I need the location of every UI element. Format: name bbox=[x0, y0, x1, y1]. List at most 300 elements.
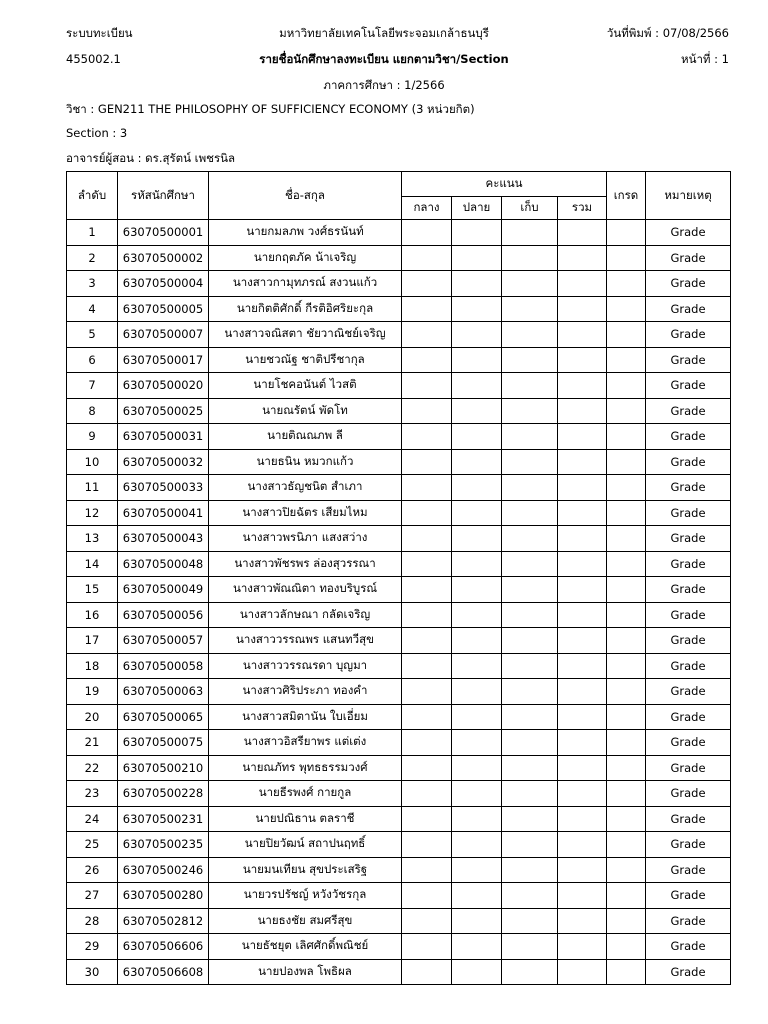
row-remark: Grade bbox=[646, 781, 731, 807]
row-student-id: 63070500020 bbox=[118, 373, 209, 399]
row-remark: Grade bbox=[646, 245, 731, 271]
row-final-score bbox=[452, 857, 502, 883]
row-remark: Grade bbox=[646, 296, 731, 322]
row-mid-score bbox=[402, 373, 452, 399]
row-student-id: 63070500031 bbox=[118, 424, 209, 450]
col-header-remark: หมายเหตุ bbox=[646, 172, 731, 220]
instructor-label: อาจารย์ผู้สอน : ดร.สุรัตน์ เพชรนิล bbox=[66, 151, 236, 165]
row-remark: Grade bbox=[646, 398, 731, 424]
row-grade bbox=[607, 628, 646, 654]
row-student-name: นายกมลภพ วงศ์ธรนันท์ bbox=[209, 220, 402, 246]
row-remark: Grade bbox=[646, 347, 731, 373]
row-grade bbox=[607, 347, 646, 373]
row-collect-score bbox=[502, 704, 558, 730]
row-collect-score bbox=[502, 449, 558, 475]
student-table bbox=[66, 171, 731, 985]
row-collect-score bbox=[502, 322, 558, 348]
row-grade bbox=[607, 398, 646, 424]
row-grade bbox=[607, 653, 646, 679]
row-remark: Grade bbox=[646, 857, 731, 883]
table-row bbox=[67, 475, 731, 501]
row-total-score bbox=[558, 883, 607, 909]
table-row bbox=[67, 883, 731, 909]
row-grade bbox=[607, 220, 646, 246]
row-total-score bbox=[558, 934, 607, 960]
row-no: 25 bbox=[67, 832, 118, 858]
row-remark: Grade bbox=[646, 806, 731, 832]
row-grade bbox=[607, 730, 646, 756]
row-remark: Grade bbox=[646, 220, 731, 246]
row-total-score bbox=[558, 526, 607, 552]
row-student-id: 63070500041 bbox=[118, 500, 209, 526]
row-no: 21 bbox=[67, 730, 118, 756]
row-grade bbox=[607, 934, 646, 960]
row-total-score bbox=[558, 755, 607, 781]
row-remark: Grade bbox=[646, 602, 731, 628]
row-mid-score bbox=[402, 475, 452, 501]
row-final-score bbox=[452, 730, 502, 756]
row-total-score bbox=[558, 653, 607, 679]
table-row bbox=[67, 347, 731, 373]
row-grade bbox=[607, 679, 646, 705]
col-header-student-id: รหัสนักศึกษา bbox=[118, 172, 209, 220]
table-row bbox=[67, 577, 731, 603]
row-total-score bbox=[558, 271, 607, 297]
row-collect-score bbox=[502, 781, 558, 807]
row-remark: Grade bbox=[646, 959, 731, 985]
row-remark: Grade bbox=[646, 373, 731, 399]
report-title: รายชื่อนักศึกษาลงทะเบียน แยกตามวิชา/Section bbox=[259, 52, 509, 66]
row-total-score bbox=[558, 373, 607, 399]
row-collect-score bbox=[502, 857, 558, 883]
row-student-name: นายวรปรัชญ์ หวังวัชรกุล bbox=[209, 883, 402, 909]
row-no: 22 bbox=[67, 755, 118, 781]
table-row bbox=[67, 832, 731, 858]
row-student-name: นายปิยวัฒน์ สถาปนฤทธิ์ bbox=[209, 832, 402, 858]
row-mid-score bbox=[402, 755, 452, 781]
row-collect-score bbox=[502, 806, 558, 832]
row-no: 27 bbox=[67, 883, 118, 909]
row-collect-score bbox=[502, 551, 558, 577]
table-row bbox=[67, 628, 731, 654]
row-collect-score bbox=[502, 730, 558, 756]
row-total-score bbox=[558, 322, 607, 348]
row-mid-score bbox=[402, 347, 452, 373]
row-student-name: นายติณณภพ ลี bbox=[209, 424, 402, 450]
row-mid-score bbox=[402, 271, 452, 297]
row-grade bbox=[607, 755, 646, 781]
row-mid-score bbox=[402, 322, 452, 348]
row-mid-score bbox=[402, 424, 452, 450]
table-row bbox=[67, 551, 731, 577]
row-final-score bbox=[452, 322, 502, 348]
row-remark: Grade bbox=[646, 883, 731, 909]
row-grade bbox=[607, 322, 646, 348]
system-name: ระบบทะเบียน bbox=[66, 26, 133, 40]
row-student-name: นายณภัทร พุทธธรรมวงศ์ bbox=[209, 755, 402, 781]
row-collect-score bbox=[502, 883, 558, 909]
row-no: 10 bbox=[67, 449, 118, 475]
row-final-score bbox=[452, 704, 502, 730]
row-student-name: นายมนเทียน สุขประเสริฐ bbox=[209, 857, 402, 883]
table-row bbox=[67, 959, 731, 985]
course-title: วิชา : GEN211 THE PHILOSOPHY OF SUFFICIENCY ECONOMY (3 หน่วยกิต) bbox=[66, 102, 475, 116]
table-row bbox=[67, 322, 731, 348]
row-student-name: นางสาวพรนิภา แสงสว่าง bbox=[209, 526, 402, 552]
row-mid-score bbox=[402, 806, 452, 832]
row-total-score bbox=[558, 908, 607, 934]
table-row bbox=[67, 500, 731, 526]
row-mid-score bbox=[402, 398, 452, 424]
row-student-name: นายธีรพงศ์ กายกูล bbox=[209, 781, 402, 807]
row-remark: Grade bbox=[646, 500, 731, 526]
row-student-id: 63070500049 bbox=[118, 577, 209, 603]
row-student-name: นายกิตติศักดิ์ กีรติอิศริยะกุล bbox=[209, 296, 402, 322]
row-remark: Grade bbox=[646, 679, 731, 705]
row-final-score bbox=[452, 959, 502, 985]
row-total-score bbox=[558, 730, 607, 756]
row-remark: Grade bbox=[646, 755, 731, 781]
row-mid-score bbox=[402, 704, 452, 730]
row-mid-score bbox=[402, 220, 452, 246]
row-no: 5 bbox=[67, 322, 118, 348]
row-student-id: 63070500231 bbox=[118, 806, 209, 832]
row-remark: Grade bbox=[646, 704, 731, 730]
row-remark: Grade bbox=[646, 424, 731, 450]
row-student-name: นายธงชัย สมศรีสุข bbox=[209, 908, 402, 934]
row-final-score bbox=[452, 602, 502, 628]
row-student-id: 63070500033 bbox=[118, 475, 209, 501]
row-no: 11 bbox=[67, 475, 118, 501]
row-final-score bbox=[452, 398, 502, 424]
row-remark: Grade bbox=[646, 322, 731, 348]
table-row bbox=[67, 934, 731, 960]
row-remark: Grade bbox=[646, 934, 731, 960]
section-label: Section : 3 bbox=[66, 126, 128, 140]
row-grade bbox=[607, 475, 646, 501]
row-student-id: 63070500005 bbox=[118, 296, 209, 322]
row-total-score bbox=[558, 857, 607, 883]
row-no: 28 bbox=[67, 908, 118, 934]
row-mid-score bbox=[402, 934, 452, 960]
row-final-score bbox=[452, 832, 502, 858]
row-collect-score bbox=[502, 500, 558, 526]
row-grade bbox=[607, 781, 646, 807]
table-row bbox=[67, 245, 731, 271]
col-header-total: รวม bbox=[558, 197, 607, 220]
row-grade bbox=[607, 704, 646, 730]
row-student-id: 63070500048 bbox=[118, 551, 209, 577]
col-header-mid: กลาง bbox=[402, 197, 452, 220]
row-total-score bbox=[558, 500, 607, 526]
row-mid-score bbox=[402, 653, 452, 679]
table-row bbox=[67, 602, 731, 628]
row-mid-score bbox=[402, 908, 452, 934]
row-no: 15 bbox=[67, 577, 118, 603]
row-no: 1 bbox=[67, 220, 118, 246]
row-student-name: นายณรัตน์ พัดโท bbox=[209, 398, 402, 424]
row-student-id: 63070500065 bbox=[118, 704, 209, 730]
row-mid-score bbox=[402, 832, 452, 858]
row-grade bbox=[607, 908, 646, 934]
row-remark: Grade bbox=[646, 832, 731, 858]
row-collect-score bbox=[502, 577, 558, 603]
row-no: 8 bbox=[67, 398, 118, 424]
table-row bbox=[67, 679, 731, 705]
row-remark: Grade bbox=[646, 628, 731, 654]
row-collect-score bbox=[502, 475, 558, 501]
row-final-score bbox=[452, 526, 502, 552]
row-student-name: นางสาวธัญชนิต สำเภา bbox=[209, 475, 402, 501]
row-total-score bbox=[558, 806, 607, 832]
row-total-score bbox=[558, 602, 607, 628]
table-row bbox=[67, 526, 731, 552]
row-student-name: นางสาวศิริประภา ทองคำ bbox=[209, 679, 402, 705]
row-student-id: 63070500063 bbox=[118, 679, 209, 705]
row-student-name: นางสาวลักษณา กลัดเจริญ bbox=[209, 602, 402, 628]
row-mid-score bbox=[402, 500, 452, 526]
row-mid-score bbox=[402, 883, 452, 909]
row-total-score bbox=[558, 551, 607, 577]
row-student-id: 63070502812 bbox=[118, 908, 209, 934]
row-collect-score bbox=[502, 959, 558, 985]
row-remark: Grade bbox=[646, 271, 731, 297]
row-student-id: 63070500032 bbox=[118, 449, 209, 475]
row-student-id: 63070500280 bbox=[118, 883, 209, 909]
row-grade bbox=[607, 857, 646, 883]
row-student-name: นางสาวพัณณิตา ทองบริบูรณ์ bbox=[209, 577, 402, 603]
row-final-score bbox=[452, 781, 502, 807]
student-rows bbox=[67, 220, 731, 985]
row-no: 23 bbox=[67, 781, 118, 807]
table-row bbox=[67, 220, 731, 246]
table-row bbox=[67, 296, 731, 322]
row-student-id: 63070500058 bbox=[118, 653, 209, 679]
row-mid-score bbox=[402, 551, 452, 577]
row-final-score bbox=[452, 220, 502, 246]
row-grade bbox=[607, 806, 646, 832]
row-total-score bbox=[558, 347, 607, 373]
report-code: 455002.1 bbox=[66, 52, 121, 66]
row-total-score bbox=[558, 475, 607, 501]
row-student-id: 63070506606 bbox=[118, 934, 209, 960]
row-student-name: นางสาววรรณพร แสนทวีสุข bbox=[209, 628, 402, 654]
col-header-score: คะแนน bbox=[402, 172, 607, 197]
table-row bbox=[67, 806, 731, 832]
row-total-score bbox=[558, 220, 607, 246]
row-student-name: นางสาวสมิตานัน ใบเอี่ยม bbox=[209, 704, 402, 730]
col-header-name: ชื่อ-สกุล bbox=[209, 172, 402, 220]
row-final-score bbox=[452, 424, 502, 450]
row-grade bbox=[607, 449, 646, 475]
row-mid-score bbox=[402, 526, 452, 552]
row-no: 6 bbox=[67, 347, 118, 373]
row-no: 12 bbox=[67, 500, 118, 526]
row-collect-score bbox=[502, 271, 558, 297]
row-collect-score bbox=[502, 398, 558, 424]
row-final-score bbox=[452, 245, 502, 271]
row-final-score bbox=[452, 373, 502, 399]
table-row bbox=[67, 857, 731, 883]
table-row bbox=[67, 373, 731, 399]
row-total-score bbox=[558, 679, 607, 705]
table-row bbox=[67, 449, 731, 475]
row-student-name: นางสาวปิยฉัตร เสียมไหม bbox=[209, 500, 402, 526]
row-remark: Grade bbox=[646, 577, 731, 603]
col-header-collect: เก็บ bbox=[502, 197, 558, 220]
row-mid-score bbox=[402, 449, 452, 475]
row-final-score bbox=[452, 806, 502, 832]
row-remark: Grade bbox=[646, 449, 731, 475]
row-no: 2 bbox=[67, 245, 118, 271]
row-grade bbox=[607, 577, 646, 603]
row-total-score bbox=[558, 398, 607, 424]
row-student-id: 63070500043 bbox=[118, 526, 209, 552]
col-header-final: ปลาย bbox=[452, 197, 502, 220]
row-grade bbox=[607, 883, 646, 909]
row-collect-score bbox=[502, 347, 558, 373]
row-total-score bbox=[558, 832, 607, 858]
row-no: 29 bbox=[67, 934, 118, 960]
table-row bbox=[67, 271, 731, 297]
row-final-score bbox=[452, 475, 502, 501]
row-grade bbox=[607, 500, 646, 526]
row-no: 16 bbox=[67, 602, 118, 628]
row-final-score bbox=[452, 296, 502, 322]
row-final-score bbox=[452, 908, 502, 934]
page-number: หน้าที่ : 1 bbox=[681, 52, 729, 66]
row-final-score bbox=[452, 628, 502, 654]
row-total-score bbox=[558, 245, 607, 271]
table-row bbox=[67, 730, 731, 756]
row-collect-score bbox=[502, 373, 558, 399]
row-mid-score bbox=[402, 857, 452, 883]
row-student-name: นางสาวพัชรพร ล่องสุวรรณา bbox=[209, 551, 402, 577]
row-total-score bbox=[558, 628, 607, 654]
row-collect-score bbox=[502, 679, 558, 705]
col-header-no: ลำดับ bbox=[67, 172, 118, 220]
row-student-id: 63070500017 bbox=[118, 347, 209, 373]
row-remark: Grade bbox=[646, 475, 731, 501]
row-student-id: 63070500002 bbox=[118, 245, 209, 271]
row-grade bbox=[607, 602, 646, 628]
row-remark: Grade bbox=[646, 526, 731, 552]
row-grade bbox=[607, 832, 646, 858]
row-grade bbox=[607, 959, 646, 985]
row-grade bbox=[607, 245, 646, 271]
row-student-id: 63070500228 bbox=[118, 781, 209, 807]
row-student-name: นายกฤตภัค น้าเจริญ bbox=[209, 245, 402, 271]
row-no: 3 bbox=[67, 271, 118, 297]
row-final-score bbox=[452, 755, 502, 781]
row-student-id: 63070500246 bbox=[118, 857, 209, 883]
row-grade bbox=[607, 271, 646, 297]
row-no: 7 bbox=[67, 373, 118, 399]
row-grade bbox=[607, 526, 646, 552]
row-remark: Grade bbox=[646, 730, 731, 756]
table-row bbox=[67, 781, 731, 807]
semester: ภาคการศึกษา : 1/2566 bbox=[323, 78, 445, 92]
row-remark: Grade bbox=[646, 908, 731, 934]
row-total-score bbox=[558, 959, 607, 985]
table-row bbox=[67, 755, 731, 781]
row-student-name: นายปองพล โพธิผล bbox=[209, 959, 402, 985]
row-no: 9 bbox=[67, 424, 118, 450]
row-collect-score bbox=[502, 755, 558, 781]
row-grade bbox=[607, 424, 646, 450]
table-row bbox=[67, 908, 731, 934]
row-collect-score bbox=[502, 424, 558, 450]
row-student-name: นางสาวจณิสตา ชัยวาณิชย์เจริญ bbox=[209, 322, 402, 348]
row-student-name: นางสาวกามุทภรณ์ สงวนแก้ว bbox=[209, 271, 402, 297]
row-student-id: 63070500075 bbox=[118, 730, 209, 756]
row-student-id: 63070500235 bbox=[118, 832, 209, 858]
row-student-id: 63070500007 bbox=[118, 322, 209, 348]
row-grade bbox=[607, 296, 646, 322]
row-final-score bbox=[452, 577, 502, 603]
row-mid-score bbox=[402, 577, 452, 603]
row-student-name: นายโชคอนันต์ ไวสติ bbox=[209, 373, 402, 399]
row-no: 18 bbox=[67, 653, 118, 679]
row-no: 24 bbox=[67, 806, 118, 832]
row-total-score bbox=[558, 577, 607, 603]
row-mid-score bbox=[402, 628, 452, 654]
row-total-score bbox=[558, 781, 607, 807]
row-collect-score bbox=[502, 832, 558, 858]
row-student-id: 63070500025 bbox=[118, 398, 209, 424]
row-grade bbox=[607, 551, 646, 577]
row-mid-score bbox=[402, 245, 452, 271]
row-student-name: นายธนิน หมวกแก้ว bbox=[209, 449, 402, 475]
row-mid-score bbox=[402, 781, 452, 807]
table-row bbox=[67, 424, 731, 450]
row-no: 14 bbox=[67, 551, 118, 577]
print-date: วันที่พิมพ์ : 07/08/2566 bbox=[606, 26, 729, 40]
row-mid-score bbox=[402, 730, 452, 756]
row-student-id: 63070500001 bbox=[118, 220, 209, 246]
row-no: 30 bbox=[67, 959, 118, 985]
row-total-score bbox=[558, 296, 607, 322]
table-row bbox=[67, 653, 731, 679]
row-mid-score bbox=[402, 296, 452, 322]
row-student-id: 63070500057 bbox=[118, 628, 209, 654]
row-no: 19 bbox=[67, 679, 118, 705]
row-final-score bbox=[452, 679, 502, 705]
row-collect-score bbox=[502, 628, 558, 654]
row-final-score bbox=[452, 551, 502, 577]
row-final-score bbox=[452, 500, 502, 526]
row-final-score bbox=[452, 883, 502, 909]
row-final-score bbox=[452, 271, 502, 297]
row-remark: Grade bbox=[646, 653, 731, 679]
table-row bbox=[67, 398, 731, 424]
row-no: 20 bbox=[67, 704, 118, 730]
table-row bbox=[67, 704, 731, 730]
row-final-score bbox=[452, 653, 502, 679]
row-no: 4 bbox=[67, 296, 118, 322]
row-remark: Grade bbox=[646, 551, 731, 577]
row-mid-score bbox=[402, 679, 452, 705]
row-collect-score bbox=[502, 934, 558, 960]
row-student-name: นางสาววรรณรดา บุญมา bbox=[209, 653, 402, 679]
row-final-score bbox=[452, 449, 502, 475]
row-grade bbox=[607, 373, 646, 399]
row-student-name: นายปณิธาน ตลราชี bbox=[209, 806, 402, 832]
row-student-id: 63070500210 bbox=[118, 755, 209, 781]
row-no: 13 bbox=[67, 526, 118, 552]
row-student-id: 63070500004 bbox=[118, 271, 209, 297]
row-total-score bbox=[558, 424, 607, 450]
